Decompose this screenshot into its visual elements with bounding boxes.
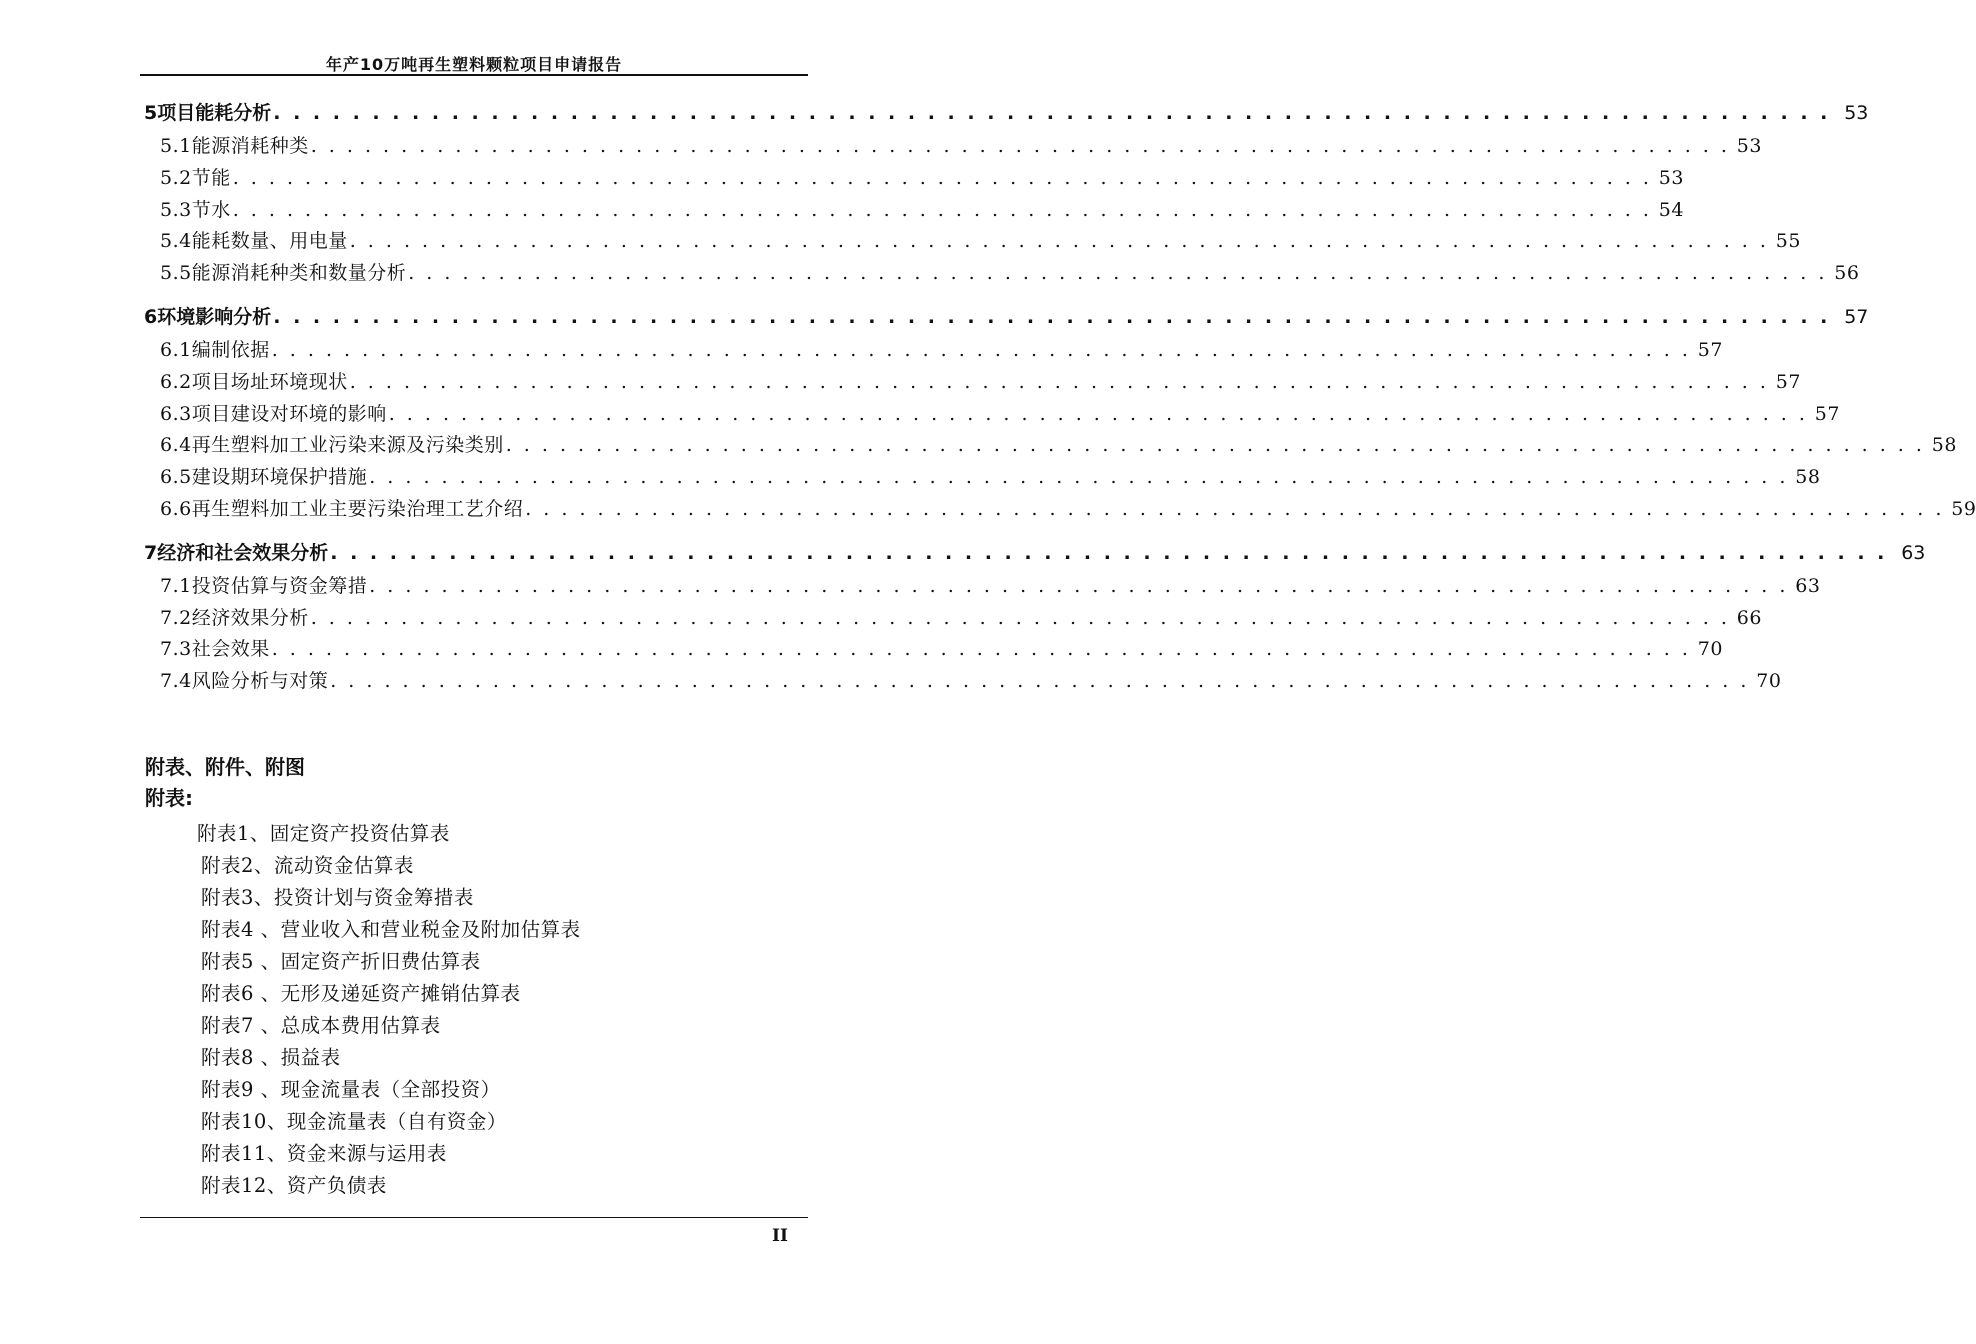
toc-entry-title: 7.1投资估算与资金筹措 [160, 574, 368, 597]
toc-entry-page: 57 [1844, 305, 1869, 328]
toc-entry-page: 53 [1736, 135, 1762, 157]
appendix-list [145, 818, 581, 1202]
toc-entry-title: 6.1编制依据 [160, 338, 270, 361]
page-number: II [772, 1226, 788, 1246]
toc-dot-leader: . . . . . . . . . . . . . . . . . . . . . . . . . . . . . . . . . . . . . . . . . . . . . . . . . . . . . . . . . . . . . . . . . . . . . . . . . . . . . . . [232, 166, 1652, 189]
toc-dot-leader: . . . . . . . . . . . . . . . . . . . . . . . . . . . . . . . . . . . . . . . . . . . . . . . . . . . . . . . . . . . . . . . . . . . . . . . . . . . . . . . [330, 541, 1888, 564]
toc-dot-leader: . . . . . . . . . . . . . . . . . . . . . . . . . . . . . . . . . . . . . . . . . . . . . . . . . . . . . . . . . . . . . . . . . . . . . . . . . . . . . . . [349, 370, 1769, 393]
toc-entry-page: 70 [1697, 638, 1723, 661]
toc-dot-leader: . . . . . . . . . . . . . . . . . . . . . . . . . . . . . . . . . . . . . . . . . . . . . . . . . . . . . . . . . . . . . . . . . . . . . . . . . . . . . . . [232, 198, 1652, 221]
toc-dot-leader: . . . . . . . . . . . . . . . . . . . . . . . . . . . . . . . . . . . . . . . . . . . . . . . . . . . . . . . . . . . . . . . . . . . . . . . . . . . . . . . [273, 102, 1831, 124]
toc-entry-title: 7.4风险分析与对策 [160, 670, 329, 693]
toc-section-entry[interactable] [140, 603, 1762, 635]
appendix-subheading: 附表: [145, 786, 193, 810]
toc-dot-leader: . . . . . . . . . . . . . . . . . . . . . . . . . . . . . . . . . . . . . . . . . . . . . . . . . . . . . . . . . . . . . . . . . . . . . . . . . . . . . . . [271, 638, 1691, 661]
toc-entry-title: 6.5建设期环境保护措施 [160, 466, 368, 489]
toc-dot-leader: . . . . . . . . . . . . . . . . . . . . . . . . . . . . . . . . . . . . . . . . . . . . . . . . . . . . . . . . . . . . . . . . . . . . . . . . . . . . . . . [310, 606, 1730, 629]
toc-entry-page: 57 [1775, 370, 1801, 393]
toc-section-entry[interactable] [140, 462, 1821, 494]
toc-entry-title: 6.2项目场址环境现状 [160, 370, 348, 393]
toc-entry-page: 57 [1697, 338, 1723, 361]
toc-dot-leader: . . . . . . . . . . . . . . . . . . . . . . . . . . . . . . . . . . . . . . . . . . . . . . . . . . . . . . . . . . . . . . . . . . . . . . . . . . . . . . . [369, 574, 1789, 597]
toc-section-entry[interactable] [140, 163, 1684, 195]
toc-section-entry[interactable] [140, 226, 1801, 258]
toc-dot-leader: . . . . . . . . . . . . . . . . . . . . . . . . . . . . . . . . . . . . . . . . . . . . . . . . . . . . . . . . . . . . . . . . . . . . . . . . . . . . . . . [388, 402, 1808, 425]
toc-entry-title: 5.5能源消耗种类和数量分析 [160, 262, 407, 285]
toc-entry-page: 56 [1834, 262, 1860, 285]
appendix-item: 附表10、现金流量表（自有资金） [201, 1110, 507, 1133]
toc-section-entry[interactable] [140, 131, 1762, 163]
toc-entry-page: 58 [1931, 434, 1957, 457]
toc-entry-title: 5.4能耗数量、用电量 [160, 230, 348, 253]
appendix-item: 附表8 、损益表 [201, 1046, 341, 1069]
toc-entry-page: 63 [1795, 574, 1821, 597]
appendix-item: 附表3、投资计划与资金筹措表 [201, 886, 474, 909]
toc-entry-title: 5.2节能 [160, 166, 231, 189]
toc-section-entry[interactable] [140, 634, 1723, 666]
appendix-item: 附表11、资金来源与运用表 [201, 1142, 447, 1165]
appendix-item: 附表12、资产负债表 [201, 1174, 387, 1197]
toc-section-entry[interactable] [140, 367, 1801, 399]
header-divider [140, 74, 808, 76]
toc-section-entry[interactable] [140, 335, 1723, 367]
toc-chapter-entry[interactable] [140, 98, 1869, 129]
toc-entry-page: 63 [1901, 541, 1926, 564]
toc-section-entry[interactable] [140, 258, 1860, 290]
toc-entry-page: 58 [1795, 466, 1821, 489]
footer-divider [140, 1217, 808, 1218]
toc-section-entry[interactable] [140, 399, 1840, 431]
toc-entry-page: 55 [1775, 230, 1801, 253]
toc-dot-leader: . . . . . . . . . . . . . . . . . . . . . . . . . . . . . . . . . . . . . . . . . . . . . . . . . . . . . . . . . . . . . . . . . . . . . . . . . . . . . . . [505, 434, 1925, 457]
toc-section-entry[interactable] [140, 666, 1782, 698]
toc-entry-page: 59 [1951, 497, 1976, 520]
toc-entry-title: 6.3项目建设对环境的影响 [160, 402, 387, 425]
toc-entry-page: 54 [1658, 198, 1684, 221]
toc-entry-page: 66 [1736, 606, 1762, 629]
toc-dot-leader: . . . . . . . . . . . . . . . . . . . . . . . . . . . . . . . . . . . . . . . . . . . . . . . . . . . . . . . . . . . . . . . . . . . . . . . . . . . . . . . [349, 230, 1769, 253]
toc-dot-leader: . . . . . . . . . . . . . . . . . . . . . . . . . . . . . . . . . . . . . . . . . . . . . . . . . . . . . . . . . . . . . . . . . . . . . . . . . . . . . . . [271, 338, 1691, 361]
toc-entry-title: 6环境影响分析 [144, 305, 272, 328]
appendix-item: 附表1、固定资产投资估算表 [197, 822, 450, 845]
toc-dot-leader: . . . . . . . . . . . . . . . . . . . . . . . . . . . . . . . . . . . . . . . . . . . . . . . . . . . . . . . . . . . . . . . . . . . . . . . . . . . . . . . [525, 497, 1945, 520]
toc-dot-leader: . . . . . . . . . . . . . . . . . . . . . . . . . . . . . . . . . . . . . . . . . . . . . . . . . . . . . . . . . . . . . . . . . . . . . . . . . . . . . . . [310, 135, 1730, 157]
toc-section-entry[interactable] [140, 571, 1821, 603]
toc-entry-page: 70 [1756, 670, 1782, 693]
appendix-item: 附表4 、营业收入和营业税金及附加估算表 [201, 918, 581, 941]
toc-dot-leader: . . . . . . . . . . . . . . . . . . . . . . . . . . . . . . . . . . . . . . . . . . . . . . . . . . . . . . . . . . . . . . . . . . . . . . . . . . . . . . . [330, 670, 1750, 693]
toc-entry-title: 5.3节水 [160, 198, 231, 221]
table-of-contents [140, 98, 1976, 698]
toc-entry-title: 7经济和社会效果分析 [144, 541, 329, 564]
appendix-item: 附表9 、现金流量表（全部投资） [201, 1078, 501, 1101]
toc-entry-title: 7.2经济效果分析 [160, 606, 309, 629]
toc-chapter-entry[interactable] [140, 538, 1926, 569]
toc-entry-page: 57 [1814, 402, 1840, 425]
toc-section-entry[interactable] [140, 195, 1684, 227]
toc-section-entry[interactable] [140, 430, 1957, 462]
toc-dot-leader: . . . . . . . . . . . . . . . . . . . . . . . . . . . . . . . . . . . . . . . . . . . . . . . . . . . . . . . . . . . . . . . . . . . . . . . . . . . . . . . [273, 305, 1831, 328]
page-header-title: 年产10万吨再生塑料颗粒项目申请报告 [325, 55, 623, 74]
toc-dot-leader: . . . . . . . . . . . . . . . . . . . . . . . . . . . . . . . . . . . . . . . . . . . . . . . . . . . . . . . . . . . . . . . . . . . . . . . . . . . . . . . [408, 262, 1828, 285]
toc-entry-title: 7.3社会效果 [160, 638, 270, 661]
toc-entry-page: 53 [1658, 166, 1684, 189]
toc-entry-title: 5.1能源消耗种类 [160, 135, 309, 157]
toc-dot-leader: . . . . . . . . . . . . . . . . . . . . . . . . . . . . . . . . . . . . . . . . . . . . . . . . . . . . . . . . . . . . . . . . . . . . . . . . . . . . . . . [369, 466, 1789, 489]
appendix-heading: 附表、附件、附图 [145, 755, 305, 779]
appendix-section [145, 752, 581, 1202]
appendix-item: 附表6 、无形及递延资产摊销估算表 [201, 982, 521, 1005]
appendix-item: 附表5 、固定资产折旧费估算表 [201, 950, 481, 973]
toc-entry-title: 6.4再生塑料加工业污染来源及污染类别 [160, 434, 504, 457]
toc-entry-title: 6.6再生塑料加工业主要污染治理工艺介绍 [160, 497, 524, 520]
toc-chapter-entry[interactable] [140, 302, 1869, 333]
toc-section-entry[interactable] [140, 494, 1976, 526]
toc-entry-title: 5项目能耗分析 [144, 102, 272, 124]
toc-entry-page: 53 [1844, 102, 1869, 124]
appendix-item: 附表7 、总成本费用估算表 [201, 1014, 441, 1037]
appendix-item: 附表2、流动资金估算表 [201, 854, 414, 877]
